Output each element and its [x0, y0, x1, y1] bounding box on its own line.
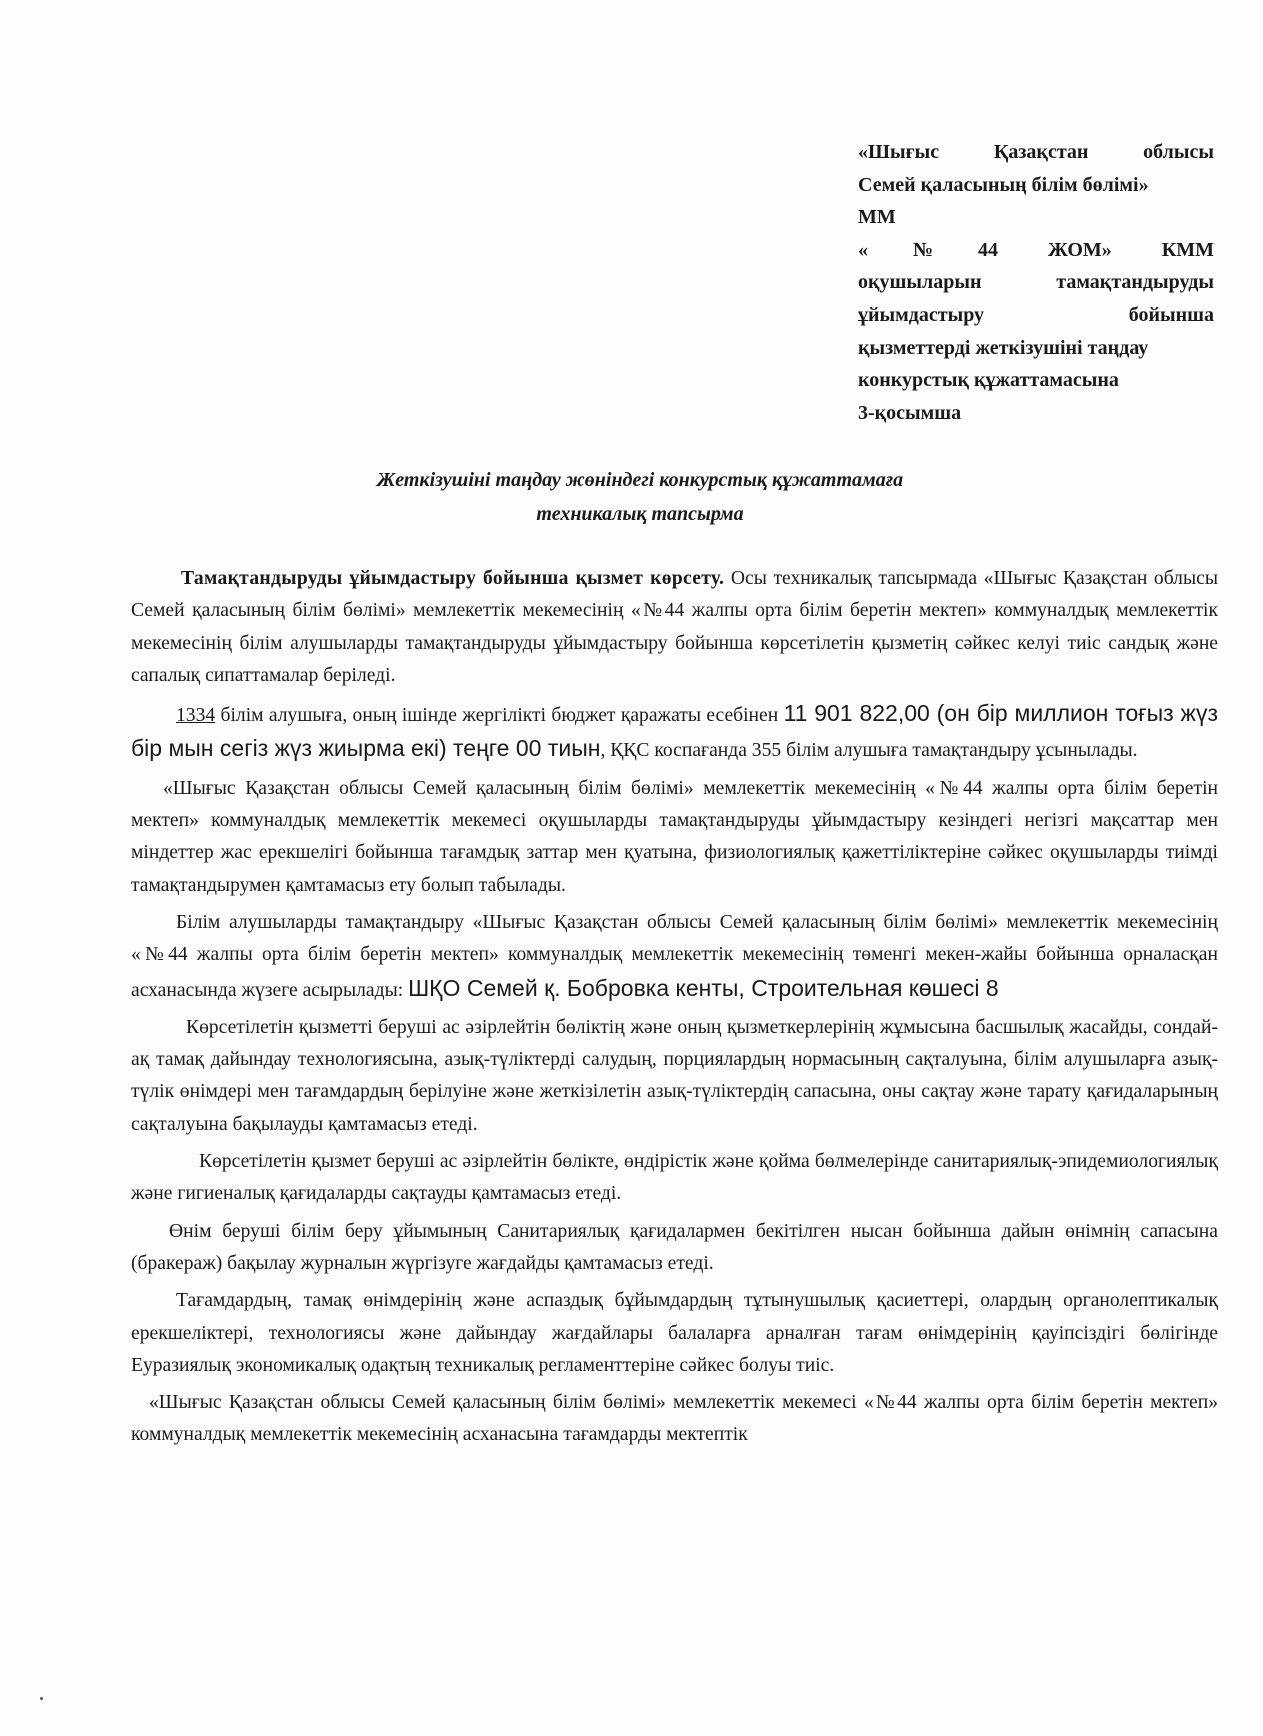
- paragraph: [131, 697, 1218, 768]
- appendix-line: «Шығыс Қазақстан облысы: [858, 141, 1214, 163]
- title-line: техникалық тапсырма: [536, 503, 744, 525]
- paragraph-text: Білім алушыларды тамақтандыру «Шығыс Қазақстан облысы Семей қаласының білім бөлімі» мемлекеттік мекемесінің «№44 жалпы орта білім беретін мектеп» коммуналдық мемлекеттік мекемесінің төменгі мекен-жайы бойынша орналасқан асханасында жүзеге асырылады:: [131, 911, 1218, 1001]
- appendix-line: қызметтерді жеткізушіні таңдау: [858, 336, 1149, 359]
- paragraph-lead: Тамақтандыруды ұйымдастыру бойынша қызмет көрсету.: [181, 568, 725, 589]
- appendix-line: Семей қаласының білім бөлімі»: [858, 173, 1149, 196]
- paragraph: Көрсетілетін қызмет беруші ас әзірлейтін бөлікте, өндірістік және қойма бөлмелерінде санитариялық-эпидемиологиялық және гигиеналық қағидаларды сақтауды қамтамасыз етеді.: [131, 1151, 1218, 1205]
- paragraph: Тағамдардың, тамақ өнімдерінің және аспаздық бұйымдардың тұтынушылық қасиеттері, олардың органолептикалық ерекшеліктері, технологиясы және дайындау жағдайлары балаларға арналған тағам өнімдерінің қауіпсіздігі бөлігінде Еуразиялық экономикалық одақтың техникалық регламенттеріне сәйкес болуы тиіс.: [131, 1290, 1218, 1376]
- appendix-line: ұйымдастыру бойынша: [858, 303, 1214, 326]
- appendix-header: [858, 136, 1214, 429]
- paragraph-text: Осы техникалық тапсырмада «Шығыс Қазақстан облысы Семей қаласының білім бөлімі» мемлекеттік мекемесінің «№44 жалпы орта білім беретін мектеп» коммуналдық мемлекеттік мекемесінің білім алушыларды тамақтандыруды ұйымдастыру бойынша көрсетілетін қызметің сәйкес келуі тиіс сандық және сапалық сипаттамалар беріледі.: [131, 568, 1218, 686]
- student-count: 1334: [176, 705, 216, 727]
- paragraph: [131, 907, 1218, 1007]
- document-body: [131, 563, 1218, 1457]
- canteen-address: ШҚО Семей қ. Бобровка кенты, Строительная көшесі 8: [408, 974, 999, 1001]
- scan-speck: [40, 1697, 43, 1700]
- paragraph-text: білім алушыға, оның ішінде жергілікті бюджет қаражаты есебінен: [215, 705, 784, 727]
- paragraph: «Шығыс Қазақстан облысы Семей қаласының білім бөлімі» мемлекеттік мекемесінің «№44 жалпы орта білім беретін мектеп» коммуналдық мемлекеттік мекемесі оқушыларды тамақтандыруды ұйымдастыру кезіндегі негізгі мақсаттар мен міндеттер жас ерекшелігі бойынша тағамдық заттар мен қуатына, физиологиялық қажеттіліктеріне сәйкес оқушыларды тиімді тамақтандырумен қамтамасыз ету болып табылады.: [131, 777, 1218, 896]
- document-title: [300, 463, 980, 531]
- paragraph: «Шығыс Қазақстан облысы Семей қаласының білім бөлімі» мемлекеттік мекемесі «№44 жалпы орта білім беретін мектеп» коммуналдық мемлекеттік мекемесінің асханасына тағамдарды мектептік: [131, 1392, 1218, 1446]
- paragraph-text: , ҚҚС коспағанда 355 білім алушыға тамақтандыру ұсынылады.: [600, 740, 1138, 762]
- appendix-line: оқушыларын тамақтандыруды: [858, 271, 1214, 294]
- appendix-line: ММ: [858, 206, 896, 229]
- appendix-line: 3-қосымша: [858, 401, 962, 424]
- paragraph: Көрсетілетін қызметті беруші ас әзірлейтін бөліктің және оның қызметкерлерінің жұмысына басшылық жасайды, сондай-ақ тамақ дайындау технологиясына, азық-түліктерді салудың, порциялардың нормасының сақталуына, білім алушыларға азық-түлік өнімдері мен тағамдардың берілуіне және жеткізілетін азық-түліктердің сапасына, оны сақтау және тарату қағидаларының сақталуына бақылауды қамтамасыз етеді.: [131, 1016, 1218, 1135]
- budget-amount: 11 901 822,00 (он бір миллион тоғыз жүз бір мын сегіз жүз жиырма екі) теңге 00 тиын: [131, 700, 1218, 762]
- appendix-line: конкурстық құжаттамасына: [858, 369, 1119, 392]
- paragraph: Өнім беруші білім беру ұйымының Санитариялық қағидалармен бекітілген нысан бойынша дайын өнімнің сапасына (бракераж) бақылау журналын жүргізуге жағдайды қамтамасыз етеді.: [131, 1220, 1218, 1274]
- paragraph: [131, 563, 1218, 692]
- appendix-line: «№44 ЖОМ» КММ: [858, 238, 1214, 261]
- title-line: Жеткізушіні таңдау жөніндегі конкурстық құжаттамаға: [376, 469, 904, 491]
